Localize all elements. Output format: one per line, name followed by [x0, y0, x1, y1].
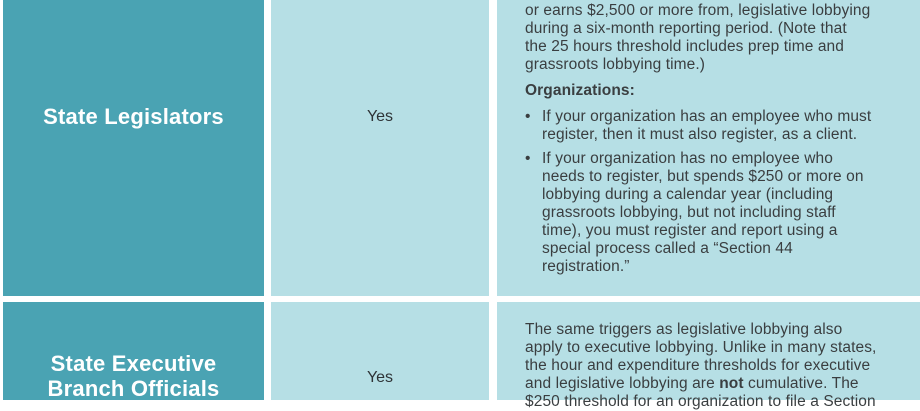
text-line: registration.” — [542, 258, 630, 275]
text-line: $250 threshold for an organization to file a Section — [525, 393, 876, 410]
text-line: during a six-month reporting period. (Note that — [525, 20, 847, 37]
text-line: the hour and expenditure thresholds for executive — [525, 357, 871, 374]
text-line: register, then it must also register, as a client. — [542, 126, 858, 143]
must-register-value: Yes — [366, 369, 394, 386]
must-register-cell-row2 — [271, 302, 489, 400]
text-line: the 25 hours threshold includes prep time and — [525, 38, 845, 55]
organizations-heading: Organizations: — [525, 82, 635, 99]
text-line: time), you must register and report using a — [542, 222, 838, 239]
details-cell-row2 — [497, 302, 920, 410]
bullet-item — [525, 150, 912, 276]
official-name — [3, 351, 264, 401]
text-line: lobbying during a calendar year (including — [542, 186, 834, 203]
text-line: grassroots lobbying, but not including staff — [542, 204, 836, 221]
text-line: The same triggers as legislative lobbying also — [525, 321, 843, 338]
text-line: grassroots lobbying time.) — [525, 56, 706, 73]
must-register-value: Yes — [366, 108, 394, 125]
must-register-cell-row1 — [271, 0, 489, 296]
bullet-marker: • — [525, 108, 531, 125]
emphasized-word: not — [719, 375, 744, 392]
text-line: apply to executive lobbying. Unlike in many states, — [525, 339, 877, 356]
bullet-text — [542, 150, 864, 276]
text-line: If your organization has an employee who must — [542, 108, 872, 125]
bullet-text — [542, 108, 871, 144]
text-line: If your organization has no employee who — [542, 150, 833, 167]
text-line: special process called a “Section 44 — [542, 240, 793, 257]
official-cell-state-legislators — [3, 0, 264, 296]
official-cell-state-executive — [3, 302, 264, 400]
details-text — [525, 321, 912, 411]
text-line: or earns $2,500 or more from, legislative lobbying — [525, 2, 871, 19]
official-name: State Legislators — [43, 104, 224, 129]
details-text — [525, 2, 912, 276]
bullet-marker: • — [525, 150, 531, 167]
details-cell-row1 — [497, 0, 920, 296]
text-segment: and legislative lobbying are — [525, 375, 720, 392]
text-segment: cumulative. The — [743, 375, 859, 392]
official-name-line2: Branch Officials — [47, 376, 220, 401]
bullet-item — [525, 108, 912, 144]
official-name-line1: State Executive — [50, 351, 217, 376]
text-line: needs to register, but spends $250 or more on — [542, 168, 864, 185]
text-line — [525, 375, 912, 393]
